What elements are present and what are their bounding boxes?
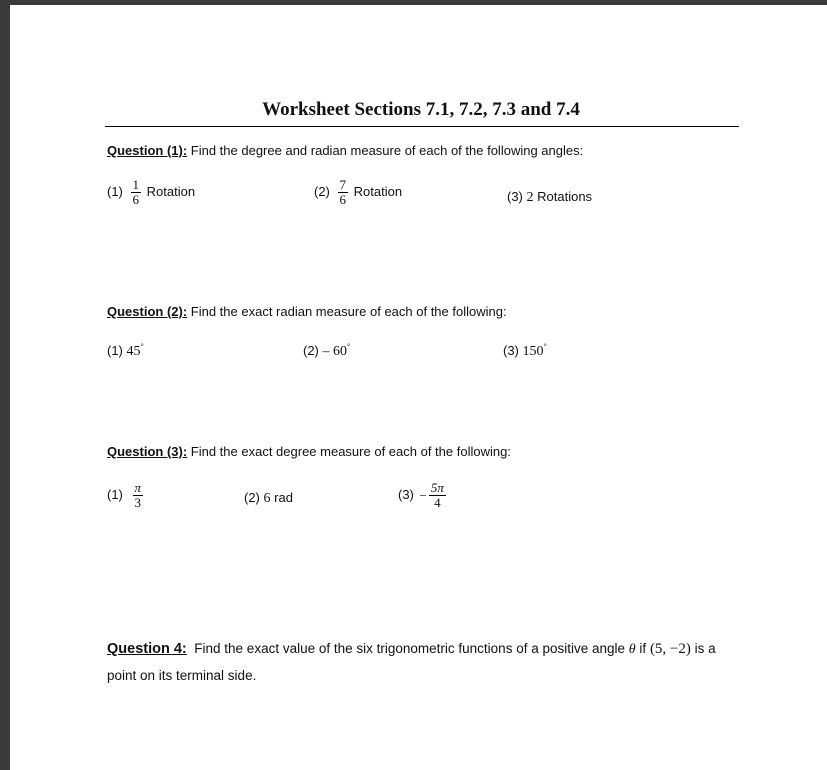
q1-item-3-text: Rotations bbox=[537, 189, 593, 204]
question-4-label: Question 4: bbox=[107, 641, 187, 657]
question-1-prompt bbox=[107, 143, 583, 158]
q2-item-2-number: (2) bbox=[303, 343, 319, 358]
q3-item-3 bbox=[398, 481, 446, 510]
q1-item-3 bbox=[507, 189, 592, 206]
q1-item-3-value: 2 bbox=[526, 190, 534, 205]
question-4-text: Find the exact value of the six trigonometric functions of a positive angle bbox=[194, 641, 629, 656]
question-3-prompt bbox=[107, 444, 511, 459]
q3-item-2-value: 6 bbox=[263, 491, 271, 506]
theta-symbol: θ bbox=[628, 642, 636, 657]
q2-item-3-number: (3) bbox=[503, 343, 519, 358]
q3-item-1-denominator: 3 bbox=[134, 495, 142, 510]
question-1-text: Find the degree and radian measure of each of the following angles: bbox=[187, 143, 584, 158]
question-4-text-end: is a bbox=[690, 641, 716, 656]
q1-item-2 bbox=[314, 178, 402, 207]
q2-item-3-angle bbox=[523, 344, 547, 359]
question-4-prompt bbox=[107, 641, 716, 658]
q2-item-1-value: 45 bbox=[126, 344, 141, 359]
q3-item-3-number: (3) bbox=[398, 486, 414, 502]
q1-item-1 bbox=[107, 178, 195, 207]
question-1-label: Question (1): bbox=[107, 143, 188, 158]
question-2-text: Find the exact radian measure of each of the following: bbox=[187, 304, 507, 319]
q2-item-2-angle bbox=[323, 344, 351, 359]
q2-item-2-value: – 60 bbox=[322, 344, 348, 359]
q1-item-2-denominator: 6 bbox=[339, 192, 347, 207]
q3-item-2-unit: rad bbox=[274, 490, 293, 505]
q2-item-2 bbox=[303, 342, 350, 360]
q1-item-2-fraction bbox=[338, 178, 349, 207]
question-4-point: (5, −2) bbox=[649, 641, 691, 657]
title-underline bbox=[105, 126, 739, 127]
q2-item-1-number: (1) bbox=[107, 343, 123, 358]
question-3-label: Question (3): bbox=[107, 444, 188, 459]
q3-item-2-number: (2) bbox=[244, 490, 260, 505]
q3-item-1-fraction bbox=[133, 481, 144, 510]
q1-item-1-number: (1) bbox=[107, 183, 123, 199]
q1-item-1-text: Rotation bbox=[146, 183, 196, 199]
q1-item-1-numerator: 1 bbox=[132, 177, 140, 192]
q1-item-2-numerator: 7 bbox=[339, 177, 347, 192]
question-2-label: Question (2): bbox=[107, 304, 188, 319]
degree-symbol: ° bbox=[543, 342, 547, 351]
q2-item-3-value: 150 bbox=[522, 344, 544, 359]
window-frame-top bbox=[0, 0, 827, 5]
question-4-line-2: point on its terminal side. bbox=[107, 668, 257, 683]
q2-item-1-angle bbox=[127, 344, 144, 359]
q3-item-1-number: (1) bbox=[107, 486, 123, 502]
q3-item-1-numerator: π bbox=[134, 480, 142, 495]
question-2-prompt bbox=[107, 304, 507, 319]
q1-item-2-text: Rotation bbox=[353, 183, 403, 199]
q2-item-3 bbox=[503, 342, 547, 360]
q3-item-2 bbox=[244, 490, 293, 507]
question-4-if: if bbox=[635, 641, 650, 656]
q1-item-1-fraction bbox=[131, 178, 142, 207]
q3-item-3-sign: − bbox=[419, 487, 427, 503]
degree-symbol: ° bbox=[140, 342, 144, 351]
q3-item-3-fraction bbox=[429, 481, 446, 510]
q1-item-2-number: (2) bbox=[314, 183, 330, 199]
q3-item-3-numerator: 5π bbox=[430, 480, 444, 495]
question-3-text: Find the exact degree measure of each of the following: bbox=[187, 444, 511, 459]
degree-symbol: ° bbox=[347, 342, 351, 351]
q1-item-1-denominator: 6 bbox=[132, 192, 140, 207]
q1-item-3-number: (3) bbox=[507, 189, 523, 204]
q3-item-1 bbox=[107, 481, 143, 510]
q2-item-1 bbox=[107, 342, 144, 360]
q3-item-3-denominator: 4 bbox=[434, 495, 441, 510]
worksheet-title: Worksheet Sections 7.1, 7.2, 7.3 and 7.4 bbox=[262, 99, 580, 120]
